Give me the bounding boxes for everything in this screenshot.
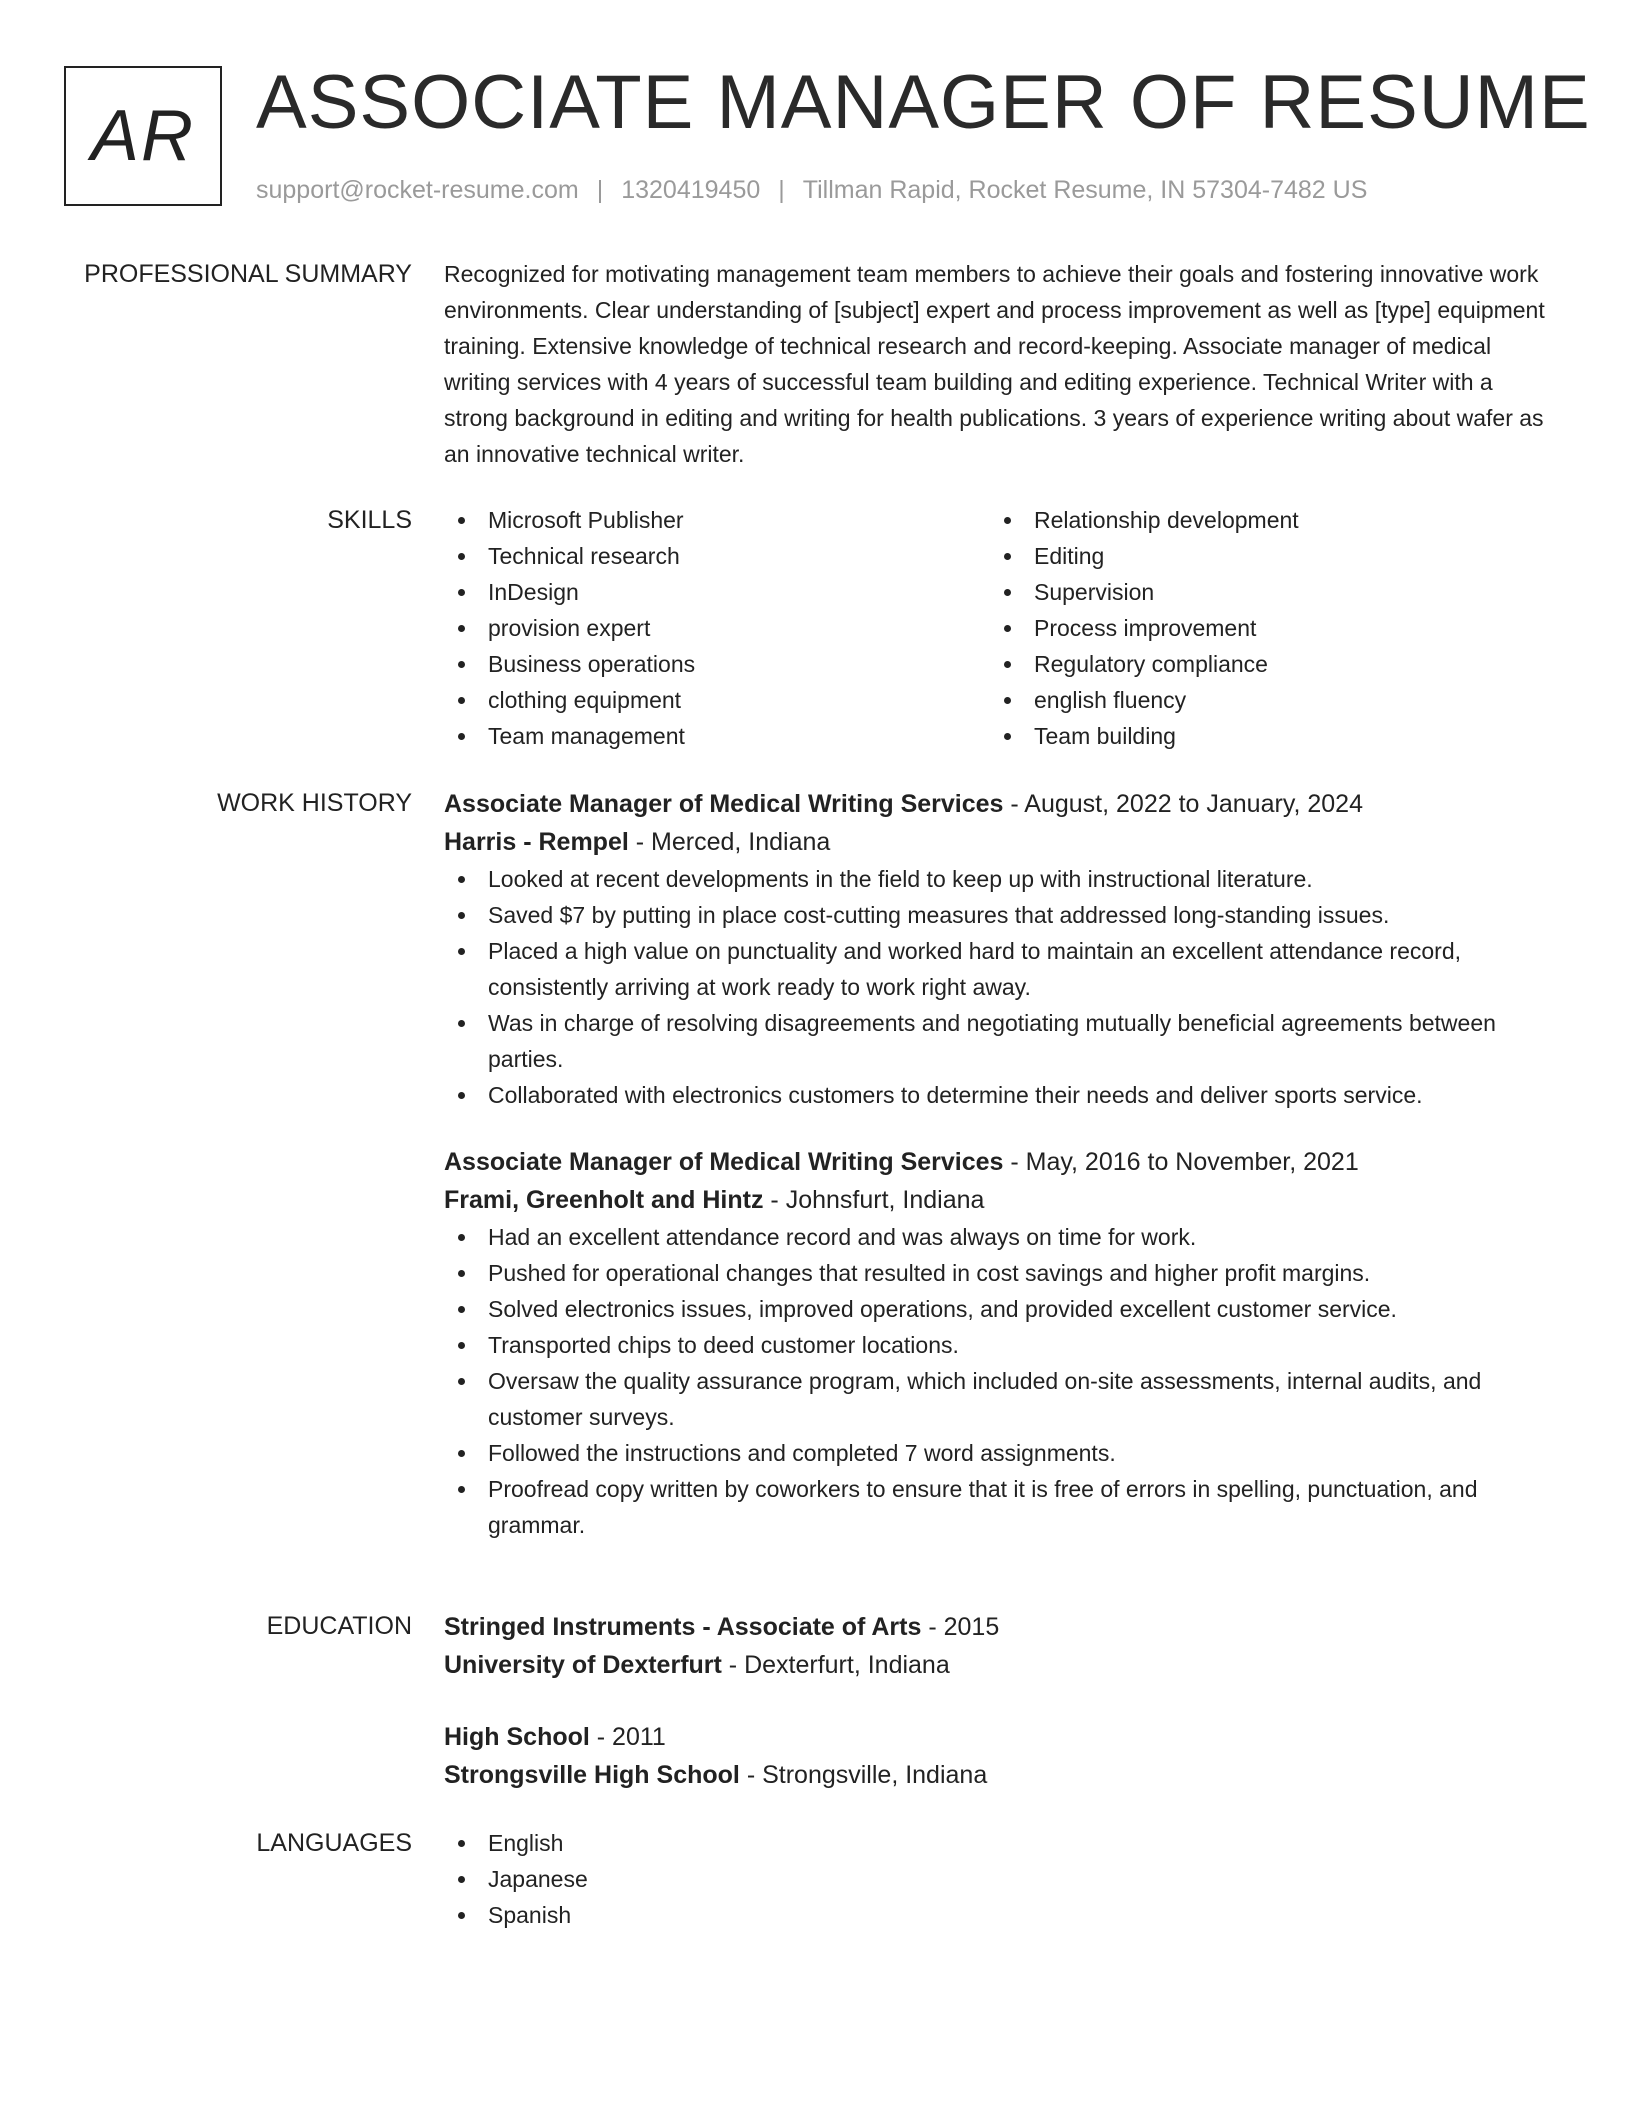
contact-phone: 1320419450 [621, 176, 761, 204]
job-bullet: Placed a high value on punctuality and worked hard to maintain an excellent attendance record, consistently arriving at work ready to work right away. [444, 933, 1560, 1005]
job-bullet: Transported chips to deed customer locations. [444, 1327, 1560, 1363]
education-school: University of Dexterfurt [444, 1651, 722, 1679]
skills-list-left [444, 502, 990, 754]
job-bullet: Followed the instructions and completed 7 word assignments. [444, 1435, 1560, 1471]
job-bullet: Looked at recent developments in the field to keep up with instructional literature. [444, 861, 1560, 897]
language-item: Spanish [444, 1897, 1560, 1933]
skill-item: Business operations [444, 646, 990, 682]
skill-item: Microsoft Publisher [444, 502, 990, 538]
languages-list [444, 1825, 1560, 1933]
section-label-languages: LANGUAGES [256, 1829, 412, 1857]
job-bullet: Had an excellent attendance record and was always on time for work. [444, 1219, 1560, 1255]
job-bullet: Solved electronics issues, improved operations, and provided excellent customer service. [444, 1291, 1560, 1327]
job-bullet: Proofread copy written by coworkers to ensure that it is free of errors in spelling, punctuation, and grammar. [444, 1471, 1560, 1543]
section-label-summary: PROFESSIONAL SUMMARY [84, 260, 412, 288]
monogram-badge: AR [64, 66, 222, 206]
skill-item: Relationship development [990, 502, 1536, 538]
job-entry: Associate Manager of Medical Writing Services - May, 2016 to November, 2021 Frami, Greenholt and Hintz - Johnsfurt, Indiana Had an excellent attendance record and was always on time for work. Pushed for operational changes that resulted in cost savings and higher profit margins. Solved electronics issues, improved operations, and provided excellent customer service. Transported chips to deed customer locations. Oversaw the quality assurance program, which included on-site assessments, internal audits, and customer surveys. Followed the instructions and completed 7 word assignments. Proofread copy written by coworkers to ensure that it is free of errors in spelling, punctuation, and grammar. [444, 1143, 1560, 1543]
education-degree: High School [444, 1723, 590, 1751]
job-bullet: Saved $7 by putting in place cost-cutting measures that addressed long-standing issues. [444, 897, 1560, 933]
education-degree: Stringed Instruments - Associate of Arts [444, 1613, 922, 1641]
skill-item: Team management [444, 718, 990, 754]
contact-line [256, 174, 1367, 206]
skill-item: english fluency [990, 682, 1536, 718]
language-item: English [444, 1825, 1560, 1861]
resume-title: ASSOCIATE MANAGER OF RESUME [256, 60, 1591, 145]
contact-address: Tillman Rapid, Rocket Resume, IN 57304-7482 US [802, 176, 1368, 204]
education-location: Strongsville, Indiana [762, 1761, 988, 1789]
education-location: Dexterfurt, Indiana [744, 1651, 950, 1679]
contact-separator: | [778, 176, 785, 204]
job-company: Harris - Rempel [444, 828, 629, 856]
skill-item: Team building [990, 718, 1536, 754]
job-bullet: Was in charge of resolving disagreements and negotiating mutually beneficial agreements between parties. [444, 1005, 1560, 1077]
job-bullets [444, 1219, 1560, 1543]
job-bullet: Collaborated with electronics customers to determine their needs and deliver sports service. [444, 1077, 1560, 1113]
skill-item: provision expert [444, 610, 990, 646]
contact-separator: | [596, 176, 604, 204]
job-title: Associate Manager of Medical Writing Services [444, 790, 1004, 818]
section-label-education: EDUCATION [266, 1612, 412, 1640]
skill-item: Regulatory compliance [990, 646, 1536, 682]
job-entry: Associate Manager of Medical Writing Services - August, 2022 to January, 2024 Harris - Rempel - Merced, Indiana Looked at recent developments in the field to keep up with instructional literature. Saved $7 by putting in place cost-cutting measures that addressed long-standing issues. Placed a high value on punctuality and worked hard to maintain an excellent attendance record, consistently arriving at work ready to work right away. Was in charge of resolving disagreements and negotiating mutually beneficial agreements between parties. Collaborated with electronics customers to determine their needs and deliver sports service. [444, 785, 1560, 1113]
skill-item: Supervision [990, 574, 1536, 610]
education-school: Strongsville High School [444, 1761, 740, 1789]
job-dates: August, 2022 to January, 2024 [1024, 790, 1363, 818]
skill-item: Technical research [444, 538, 990, 574]
education-year: 2011 [612, 1723, 666, 1751]
skill-item: Editing [990, 538, 1536, 574]
job-bullets [444, 861, 1560, 1113]
language-item: Japanese [444, 1861, 1560, 1897]
education-entry: Stringed Instruments - Associate of Arts - 2015 University of Dexterfurt - Dexterfurt, Indiana [444, 1613, 1000, 1679]
section-label-work: WORK HISTORY [217, 789, 412, 817]
skill-item: Process improvement [990, 610, 1536, 646]
job-title: Associate Manager of Medical Writing Services [444, 1148, 1004, 1176]
section-label-skills: SKILLS [327, 506, 412, 534]
job-bullet: Oversaw the quality assurance program, which included on-site assessments, internal audits, and customer surveys. [444, 1363, 1560, 1435]
job-company: Frami, Greenholt and Hintz [444, 1186, 764, 1214]
job-location: Merced, Indiana [651, 828, 831, 856]
skill-item: clothing equipment [444, 682, 990, 718]
summary-text: Recognized for motivating management team members to achieve their goals and fostering innovative work environments. Clear understanding of [subject] expert and process improvement as well as [type] equipment training. Extensive knowledge of technical research and record-keeping. Associate manager of medical writing services with 4 years of successful team building and editing experience. Technical Writer with a strong background in editing and writing for health publications. 3 years of experience writing about wafer as an innovative technical writer. [444, 261, 1545, 467]
skills-list-right [990, 502, 1536, 754]
education-year: 2015 [943, 1613, 1000, 1641]
contact-email: support@rocket-resume.com [256, 176, 579, 204]
job-dates: May, 2016 to November, 2021 [1025, 1148, 1359, 1176]
job-bullet: Pushed for operational changes that resulted in cost savings and higher profit margins. [444, 1255, 1560, 1291]
skill-item: InDesign [444, 574, 990, 610]
education-entry: High School - 2011 Strongsville High School - Strongsville, Indiana [444, 1723, 988, 1789]
job-location: Johnsfurt, Indiana [785, 1186, 985, 1214]
